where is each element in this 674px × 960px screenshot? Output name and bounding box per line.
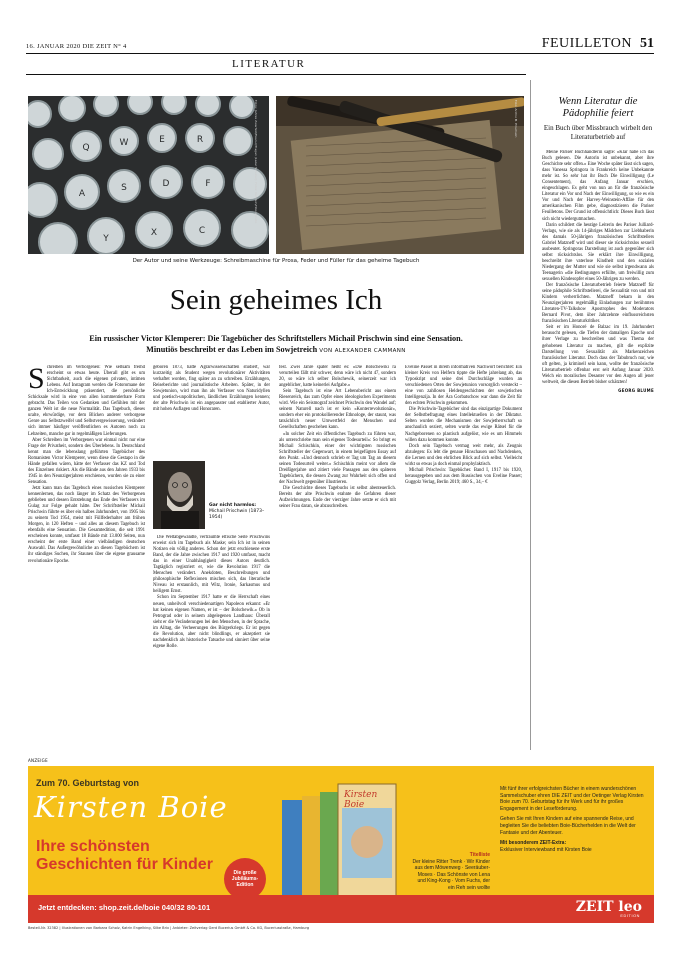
- svg-text:A: A: [78, 189, 86, 199]
- diary-pens-image: [276, 96, 524, 254]
- svg-text:E: E: [159, 135, 165, 145]
- ad-footer: [28, 895, 654, 923]
- article-headline: Sein geheimes Ich: [169, 284, 383, 316]
- column-divider: [530, 80, 531, 750]
- portrait-figure: [153, 461, 270, 531]
- book-cover-title: Kirsten Boie: [344, 790, 378, 810]
- paragraph: chreiben im Verborgenen: Wie seltsam fremd erscheint so etwas heute. Überall gibt es um Sichtbarkeit, auch die eigenen privaten, intimen Lebens. Auf Instagram werden die Fotoromane der Ich-Entwicklung präsentiert, die persönliche Schicksale wird in eine von allen kommentierbare Form gebracht. Das Teilen von Gedanken und Gefühlen mit der ganzen Welt ist die neue Normalität. Das Tagebuch, dieses uralte, ehrwürdige, vor dem Blicken anderer verborgene Genre aus Selbstzweifel und Selbstvergewisserung, verändert sich immer häufiger veröffentlichen es Autoren noch zu Lebzeiten, manche gar in regelmäßigen Lieferungen.: [28, 365, 145, 437]
- paragraph: Die Prischwin-Tagebücher sind das einzigartige Dokument der Selbstbefragung eines Intellektuellen in der Diktatur. Selten wurden die Mechanismen der Sowjetherrschaft so anschaulich seziert, selten wurde das ewige Rätsel für die Nachgeborenen so plastisch aufgelöst, wie es um Himmels willen dazu kommen konnte.: [405, 407, 522, 443]
- ad-legal-text: Bestell-Nr. 32382 | Illustrationen von Barbara Scholz, Katrin Engelking, Silke Brix | Anbieter: Zeitverlag Gerd Bucerius GmbH & Co. KG, Buceriusstraße, Hamburg: [28, 926, 310, 930]
- paragraph: «In solcher Zeit ein öffentliches Tagebuch zu führen war, als unterschriebe man sein eigenes Todesurteil»: So bringt es Michail Schischkin, einer der wichtigsten russischen Schriftsteller der Gegenwart, in einem beigefügten Essay auf den Punkt. «Und dennoch schrieb er Tag um Tag an diesem seinen Todesurteil weiter.» Schischkin meint vor allem die Dreißigerjahre und zitiert viele Passagen aus den späteren Tagebüchern, die dessen Zwang zur Wahrheit sich offen und der Nachwelt gegenüber illustrieren.: [279, 431, 396, 485]
- ad-title-list-label: Titelliste: [469, 852, 490, 858]
- paragraph: Die Geschichte dieses Tagebuchs ist selbst abenteuerlich. Bereits der alte Prischwin erahnte die Gefahren dieser Aufzeichnungen. Ende der vierziger Jahre setzte er sich mit seiner Frau daran, sie abzuschreiben.: [279, 485, 396, 510]
- ad-titles: Der kleine Ritter Trenk · Wir Kinder aus dem Möwenweg · Seeräuber-Moses · Das Schönste von Lena und King-Kong · Vom Fuchs, der ein Reh sein wollte: [412, 858, 490, 891]
- issue-date: 16. JANUAR 2020 DIE ZEIT N° 4: [26, 43, 127, 50]
- paragraph: Die Weltabgewandte, verträumte elfische Seite Prischwins erweist sich im Tagebuch als Maske; sein Ich ist in seinen Notizen ein völlig anderes. Schon der jetzt erschienene erste Band, der die Jahre zwischen 1917 und 1920 umfasst, macht das in einer Unabhängigkeit dieses Autors deutlich. Tagtäglich registriert er, wie die Revolution 1917 die Menschen verändert. Anekdoten, Beschreibungen und philosophische Reflexionen mischen sich, das literarische Niveau ist erstaunlich, mit Witz, Ironie, Sarkasmus und heiligem Ernst.: [153, 535, 270, 595]
- section-title: FEUILLETON: [541, 36, 632, 51]
- author-portrait-image: [153, 461, 205, 529]
- paragraph: Aber Schreiben im Verborgenen war einmal nicht nur eine Frage der Privatheit, sondern des Überlebens. In Deutschland kennt man die lebenslang geführten Tagebücher des Romanisten Victor Klemperer, wenn diese die Gestapo in die Hände gefallen wären, hätte der Verfasser das KZ und Tod des Einzelnen riskiert. Als die Bände aus den Jahren 1933 bis 1945 in den Neunzigerjahren erschienen, wurden sie zu einer Sensation.: [28, 437, 145, 485]
- article-column-4: [405, 365, 522, 749]
- rubric-rule: [26, 74, 526, 75]
- photo-credit-right: Foto: Archiv M. Prischwin: [514, 100, 518, 138]
- svg-text:Y: Y: [103, 234, 109, 244]
- logo-subtitle: EDITION: [620, 914, 640, 918]
- ad-title-list: [412, 852, 490, 891]
- sidebar-deck: Ein Buch über Missbrauch wirbelt den Literaturbetrieb auf: [543, 124, 653, 141]
- svg-text:S: S: [121, 183, 127, 193]
- photo-caption: Der Autor und seine Werkzeuge: Schreibmaschine für Prosa, Feder und Füller für das geheime Tagebuch: [132, 258, 420, 264]
- article-deck: [88, 333, 464, 357]
- svg-text:W: W: [119, 138, 129, 148]
- ad-description: [500, 786, 646, 853]
- svg-text:C: C: [198, 226, 206, 236]
- ad-badge: Die große Jubiläums-Edition: [224, 858, 266, 900]
- svg-text:D: D: [162, 179, 170, 189]
- rubric: LITERATUR: [232, 58, 306, 70]
- byline: VON ALEXANDER CAMMANN: [319, 348, 406, 354]
- article-column-1: [28, 365, 145, 749]
- ad-text: Gehen Sie mit Ihren Kindern auf eine spannende Reise, und begleiten Sie die beliebten Boie-Bücherhelden in die Welt der Fantasie und der Abenteuer.: [500, 816, 636, 836]
- photo-credit: Fotos: Jahres Zwarfeld/Peanut/Tiagan (Lazar Schuller); Fotos: Kehrlein/iStockphoto: [254, 100, 258, 224]
- typewriter-keys-image: [28, 96, 269, 254]
- paragraph: Darin schildert die heutige Leiterin des Pariser Julliard-Verlags, wie sie als 14-jähriges Mädchen zur Liebhaberin des damals 50-jährigen französischen Schriftstellers Gabriel Matzneff wird und dieser sie rücksichtslos sexuell ausbeutet. Springoras Darstellung ist auch gegenüber sich selbst rücksichtslos. Sie erklärt ihre Einwilligung, beschreibt ihre vaterlose Kindheit und den sozialen Niedergang der Mutter und wie sie selbst irgendwann als Teenagerin «die Bedingungen erfüllte, um freiwillig zum sexuellen Kindesopfer eines 50-Jährigen zu werden.: [542, 222, 654, 282]
- ad-cta-link[interactable]: Jetzt entdecken: shop.zeit.de/boie 040/32 80-101: [38, 903, 211, 912]
- article-column-2: [153, 365, 270, 749]
- sidebar-body: [542, 150, 654, 732]
- paragraph: Jetzt kann man das Tagebuch eines russischen Klemperer kennenlernen, das noch länger im Schatz des Verborgenen geblieben und dessen Entstehung das Ende des Verfassers im Gulag zur Folge gehabt hätte. Der Schriftsteller Michail Prischwin führte es über ein halbes Jahrhundert, von 1905 bis zu seinem Tod 1954, meist mit Füllfederhalter am frühen Morgen, in 120 Heften – und alles an diesem Tagebuch ist ebenfalls eine Sensation. Die Gesamtedition, die seit 1991 erscheinen konnte, umfasst 18 Bände mit 13.000 Seiten, nun erscheint der erste Band einer vielbändigen deutschen Auswahl. Das Außergewöhnliche an diesen Tagebüchern ist ihr ständiges Suchen, ihr Staunen über die eigene grausame revolutionäre Epoche.: [28, 485, 145, 564]
- portrait-caption-title: Gar nicht harmlos:: [209, 503, 257, 508]
- deck-text: Ein russischer Victor Klemperer: Die Tagebücher des Schriftstellers Michail Prischwin sind eine Sensation. Minutiös beschreibt er das Leben im Sowjetreich: [89, 334, 463, 354]
- page-number: 51: [640, 36, 654, 51]
- sidebar-author: GEORG BLUME: [618, 387, 654, 393]
- ad-label: ANZEIGE: [28, 758, 48, 763]
- zeit-leo-logo: ZEIT leo: [575, 899, 642, 915]
- paragraph: Schon im September 1917 hatte er die Herrschaft eines neuen, unheilvoll verschiedenartigen Napoleon erkannt: «Er hat keinen eigenen Namen, er ist – der Bolschewik.» Ob in Petrograd oder in seinem abgelegenen Landhaus: Überall sieht er die Veränderungen bei den Menschen, in der Sprache, im Alltag, die Verheerungen des Bürgerkriegs. Er ist gegen die Revolution, aber nicht blindlings, er akzeptiert sie nachdenklich als historische Tatsache und sinniert über seine eigene Rolle.: [153, 595, 270, 649]
- ad-extra-label: Mit besonderem ZEIT-Extra:: [500, 840, 567, 847]
- paragraph: fest. Zwei Jahre später heißt es: «Die Bolschewiki ra verurteilen fällt mir schwer, denn wäre ich nicht 47, sondern 20, so wäre ich selber Bolschewik, seinerzeit war ich angeblicher, hatte keinerlei Aufgabe.»: [279, 365, 396, 389]
- ad-slogan: Ihre schönsten Geschichten für Kinder: [36, 838, 213, 873]
- portrait-caption: [209, 461, 270, 531]
- column-2-bottom: [153, 535, 270, 749]
- advertisement[interactable]: [28, 766, 654, 923]
- portrait-caption-name: Michail Prischwin (1873–1954): [209, 509, 265, 520]
- ad-text: Mit fünf ihrer erfolgreichsten Bücher in einem wunderschönen Sammelschuber ehren DIE ZEIT und der Oetinger Verlag Kirsten Boie zum 70. Geburtstag für ihr Werk und für ihr großes Engagement in der Leseförderung.: [500, 786, 644, 812]
- book-info: Michail Prischwin: Tagebücher. Band I, 1917 bis 1920, herausgegeben und aus dem Russischen von Eveline Passet; Guggolz Verlag, Berlin 2019; 460 S., 34,– €: [405, 467, 522, 485]
- article-column-3: [279, 365, 396, 749]
- paragraph: geboren 1873, hatte Agrarwissenschaften studiert, war kurzzeitig als Student wegen revolutionärer Aktivitäten verhaftet worden, fing später an zu schreiben. Erzählungen, Reiseberichte und journalistische Arbeiten. Später, in der Sowjetunion, wird man ihn als Verfasser von Naturidyllen und poetisch-unpolitischen, ländlichen Erzählungen kennen; der alte Prischwin ist ein angepasster und etablierter Autor, mit hohen Auflagen und Honoraren.: [153, 365, 270, 413]
- svg-text:Q: Q: [82, 143, 90, 153]
- portrait-photo: [153, 461, 205, 529]
- sidebar-title: Wenn Literatur die Pädophilie feiert: [558, 96, 638, 119]
- paragraph: Meine Pariser Buchhändlerin sagte: «Klar habe ich das Buch gelesen. Die Autorin ist unbekannt, aber ihre Geschichte sehr offen.» Eine Woche später lässt sich sagen, dass Vanessa Springora in Frankreich keine Unbekannte mehr ist. So sehr hat ihr Buch Die Einwilligung (Le Consentement), das Anfang Januar erschien, eingeschlagen. Es geht von nun an für die französische Literatur ein Vor und Nach der Einwilligung, so wie es ein Vor und Nach der Harvey-Weinstein-Affäre für den amerikanischen Film gebe, diagnostizieren die Pariser Feuilletons. Der Grund ist offensichtlich: Dieses Buch lässt sich nicht wiedergutmachen.: [542, 150, 654, 222]
- svg-text:F: F: [205, 179, 211, 189]
- sidebar-article: [542, 96, 654, 732]
- paragraph: Seit er im Honoré de Balzac im 19. Jahrhundert berauscht gelesen, die Tiefen der damaligen Epoche und ihrer Verlage zu beschreiben und was Thema der gehobenen Literatur zu machen, gilt die explizite Darstellung von Sexualität als Markenzeichen französischer Literatur. Doch dass der Tabubruch nur, wie oft gelten, ja kriminell sein kann, wollte der französische Literaturbetrieb offenbar erst seit Anfang Januar 2020. Welch ein moralisches Desaster vor den Augen all jener weltweit, die diesen Betrieb bisher schätzten!: [542, 325, 654, 385]
- ad-brand: Kirsten Boie: [34, 790, 228, 824]
- paragraph: Sein Tagebuch ist eine Art Lebensbericht aus einem Riesenreich, das zum Opfer eines ideologischen Experiments wird. Wie ein Seismograf zeichnet Prischwin den Wandel auf; seinem Naturell nach ist er kein «Konterrevolutionär», sondern eher ein protokollierender Ethnologe, der staunt, was tatsächlich neuer Umwertfeld der Menschen und Gesellschaften geschehen kann.: [279, 389, 396, 431]
- drop-cap: S: [28, 365, 45, 395]
- masthead-rule: [26, 53, 654, 54]
- book-box-image: [280, 778, 400, 906]
- svg-text:X: X: [150, 228, 158, 238]
- ad-top-line: Zum 70. Geburtstag von: [36, 778, 140, 788]
- typewriter-photo: [28, 96, 269, 254]
- masthead: [26, 32, 654, 52]
- paragraph: Doch sein Tagebuch vermag weit mehr, als Zeugnis abzulegen: Es lebt die genaue Hinschauen und Nachdenken, die Lernen und den ehrlichen Blick auf sich selbst. Vielleicht wirkt so etwas ja doch einmal prophylaktisch.: [405, 443, 522, 467]
- pens-photo: [276, 96, 524, 254]
- column-2-top: [153, 365, 270, 459]
- svg-text:R: R: [196, 135, 204, 145]
- ad-extra-text: Exklusiver Interviewband mit Kirsten Boie: [500, 846, 592, 853]
- ad-extra: [500, 840, 646, 853]
- paragraph: Eveline Passet in ihrem informativen Nachwort berichtet: Ein kleiner Kreis von Helfern tippte die Hefte jahrelang ab, das Typoskript und seine drei Durchschläge wurden an verschiedenen Orten der Sowjetunion vorsorglich versteckt – eine von zahllosen Heldengeschichten der sowjetischen Intelligenzija. In der Ära Gorbatschow war dann die Zeit für den echten Prischwin gekommen.: [405, 365, 522, 407]
- paragraph: Der französische Literaturbetrieb feierte Matzneff für seine pädophile Schriftstellerei, die Sexualität von und mit Kindern verherrlichten. Matzneff bekam in den Neunzigerjahren regelmäßig Einladungen zur berühmten Literaten-TV-Talkshow Apostrophes des Moderators Bernard Pivot, dem über Jahrzehnte einflussreichsten französischen Literaturkritiker.: [542, 283, 654, 325]
